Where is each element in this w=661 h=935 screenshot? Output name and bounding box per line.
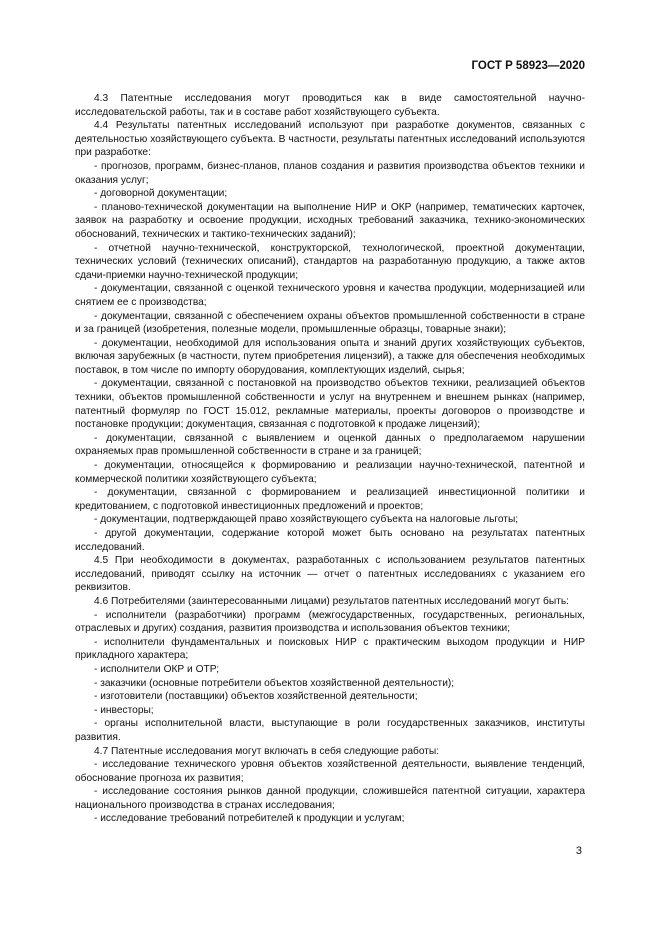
- list-item: - документации, связанной с оценкой технического уровня и качества продукции, модернизацией или снятием ее с производства;: [75, 283, 585, 308]
- page-number: 3: [575, 845, 582, 857]
- standard-number: ГОСТ Р 58923—2020: [471, 60, 585, 72]
- list-item: - отчетной научно-технической, конструкторской, технологической, проектной документации, технических условий (технических описаний), стандартов на разработанную продукцию, а также актов сдачи-приемки научно-технической продукции;: [75, 242, 585, 281]
- paragraph-4-6: 4.6 Потребителями (заинтересованными лицами) результатов патентных исследований могут быть:: [94, 595, 570, 607]
- list-item: - прогнозов, программ, бизнес-планов, планов создания и развития производства объектов техники и оказания услуг;: [75, 160, 585, 186]
- list-item: - исследование технического уровня объектов хозяйственной деятельности, выявление тенденций, обоснование прогноза их развития;: [75, 759, 585, 784]
- list-item: - исполнители (разработчики) программ (межгосударственных, государственных, региональных, отраслевых и других) создания, развития производства и использования объектов техники;: [75, 609, 585, 635]
- list-item: - органы исполнительной власти, выступающие в роли государственных заказчиков, институты развития.: [75, 718, 585, 743]
- paragraph-4-4: 4.4 Результаты патентных исследований используют при разработке документов, связанных с деятельностью хозяйствующего субъекта. В частности, результаты патентных исследований используются при разработке:: [75, 120, 585, 159]
- list-item: - другой документации, содержание которой может быть основано на результатах патентных исследований.: [75, 528, 585, 553]
- list-item: - исполнители ОКР и ОТР;: [94, 663, 220, 675]
- list-item: - договорной документации;: [94, 188, 228, 200]
- paragraph-4-7: 4.7 Патентные исследования могут включать в себя следующие работы:: [94, 745, 440, 757]
- paragraph-4-5: 4.5 При необходимости в документах, разработанных с использованием результатов патентных исследований, приводят ссылку на источник — отчет о патентных исследованиях с указанием его реквизитов.: [75, 555, 585, 594]
- paragraph-4-3: 4.3 Патентные исследования могут проводиться как в виде самостоятельной научно-исследовательской работы, так и в составе работ хозяйствующего субъекта.: [75, 93, 585, 118]
- list-item: - документации, подтверждающей право хозяйствующего субъекта на налоговые льготы;: [94, 514, 519, 526]
- list-item: - заказчики (основные потребители объектов хозяйственной деятельности);: [94, 677, 455, 689]
- list-item: - документации, связанной с формированием и реализацией инвестиционной политики и кредитованием, с подготовкой инвестиционных предложений и проектов;: [75, 487, 585, 512]
- document-body: [75, 92, 585, 826]
- list-item: - документации, необходимой для использования опыта и знаний других хозяйствующих субъектов, включая зарубежных (в частности, путем приобретения лицензий), а также для обеспечения необходимых поставок, в том числе по импорту оборудования, комплектующих изделий, сырья;: [75, 337, 585, 376]
- list-item: - документации, связанной с постановкой на производство объектов техники, реализацией объектов техники, объектов промышленной собственности и услуг на внутреннем и внешнем рынках (например, патентный формуляр по ГОСТ 15.012, рекламные материалы, проекты договоров о производстве и постановке продукции; документация, связанная с подготовкой к продаже лицензий);: [75, 378, 585, 431]
- list-item: - исследование требований потребителей к продукции и услугам;: [94, 813, 405, 825]
- list-item: - инвесторы;: [94, 704, 154, 716]
- list-item: - документации, связанной с выявлением и оценкой данных о предполагаемом нарушении охраняемых прав промышленной собственности в стране и за границей;: [75, 432, 585, 458]
- list-item: - исполнители фундаментальных и поисковых НИР с практическим выходом продукции и НИР прикладного характера;: [75, 636, 585, 662]
- list-item: - изготовители (поставщики) объектов хозяйственной деятельности;: [94, 691, 418, 703]
- list-item: - планово-технической документации на выполнение НИР и ОКР (например, тематических карточек, заявок на разработку и освоение продукции, исходных требований заказчика, технико-экономических обоснований, технических и тактико-технических заданий);: [75, 201, 585, 240]
- list-item: - документации, связанной с обеспечением охраны объектов промышленной собственности в стране и за границей (изобретения, полезные модели, промышленные образцы, товарные знаки);: [75, 310, 585, 336]
- list-item: - исследование состояния рынков данной продукции, сложившейся патентной ситуации, характера национального производства в странах исследования;: [75, 786, 585, 811]
- list-item: - документации, относящейся к формированию и реализации научно-технической, патентной и коммерческой политики хозяйствующего субъекта;: [75, 460, 585, 485]
